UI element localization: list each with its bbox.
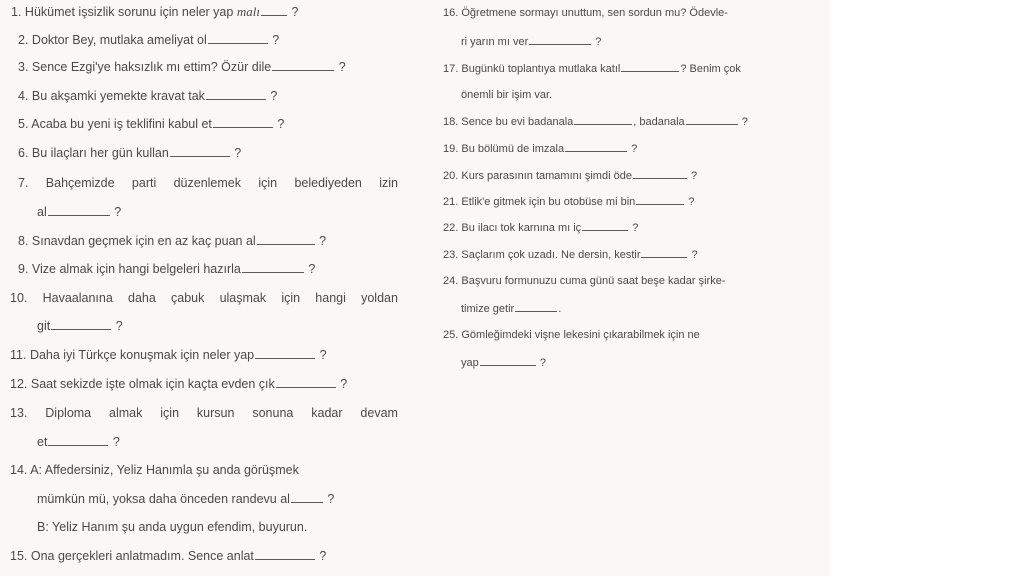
question-7: 7. Bahçemizde parti düzenlemek için belediyeden izin: [18, 176, 398, 190]
answer-blank[interactable]: [636, 193, 684, 205]
question-10: 10. Havaalanına daha çabuk ulaşmak için hangi yoldan: [10, 291, 398, 305]
question-20: 20. Kurs parasının tamamını şimdi öde ?: [443, 167, 697, 184]
answer-blank[interactable]: [206, 88, 266, 100]
question-23: 23. Saçlarım çok uzadı. Ne dersin, kestir ?: [443, 246, 698, 263]
question-25-continued: yap ?: [461, 354, 546, 371]
answer-blank[interactable]: [621, 60, 679, 72]
answer-blank[interactable]: [276, 376, 336, 388]
answer-blank[interactable]: [529, 33, 591, 45]
answer-blank[interactable]: [257, 233, 315, 245]
question-17-continued: önemli bir işim var.: [461, 89, 553, 101]
answer-blank[interactable]: [574, 113, 632, 125]
question-14-line-2: mümkün mü, yoksa daha önceden randevu al ?: [37, 492, 335, 506]
question-21: 21. Etlik'e gitmek için bu otobüse mi bin ?: [443, 193, 694, 210]
answer-blank[interactable]: [255, 347, 315, 359]
answer-blank[interactable]: [170, 145, 230, 157]
question-12: 12. Saat sekizde işte olmak için kaçta evden çık ?: [10, 377, 348, 391]
question-3: 3. Sence Ezgi'ye haksızlık mı ettim? Özür dile ?: [18, 60, 346, 74]
answer-blank[interactable]: [261, 4, 287, 16]
question-4: 4. Bu akşamki yemekte kravat tak ?: [18, 89, 278, 103]
handwritten-answer: malı: [236, 4, 260, 19]
question-16: 16. Öğretmene sormayı unuttum, sen sordun mu? Ödevle-: [443, 7, 728, 19]
answer-blank[interactable]: [686, 113, 738, 125]
question-8: 8. Sınavdan geçmek için en az kaç puan al ?: [18, 234, 327, 248]
answer-blank[interactable]: [242, 261, 304, 273]
answer-blank[interactable]: [641, 246, 687, 258]
answer-blank[interactable]: [582, 219, 628, 231]
answer-blank[interactable]: [565, 140, 627, 152]
answer-blank[interactable]: [51, 318, 111, 330]
answer-blank[interactable]: [633, 167, 687, 179]
answer-blank[interactable]: [291, 491, 323, 503]
answer-blank[interactable]: [208, 32, 268, 44]
question-5: 5. Acaba bu yeni iş teklifini kabul et ?: [18, 117, 285, 131]
question-22: 22. Bu ilacı tok karnına mı iç ?: [443, 219, 638, 236]
question-24-continued: timize getir .: [461, 300, 561, 317]
question-19: 19. Bu bölümü de imzala ?: [443, 140, 637, 157]
question-6: 6. Bu ilaçları her gün kullan ?: [18, 146, 242, 160]
question-25: 25. Gömleğimdeki vişne lekesini çıkarabilmek için ne: [443, 329, 700, 341]
question-16-continued: ri yarın mı ver ?: [461, 33, 601, 50]
answer-blank[interactable]: [213, 116, 273, 128]
question-24: 24. Başvuru formunuzu cuma günü saat beşe kadar şirke-: [443, 275, 726, 287]
answer-blank[interactable]: [272, 59, 334, 71]
answer-blank[interactable]: [48, 434, 108, 446]
answer-blank[interactable]: [480, 354, 536, 366]
question-13: 13. Diploma almak için kursun sonuna kadar devam: [10, 406, 398, 420]
answer-blank[interactable]: [255, 548, 315, 560]
answer-blank[interactable]: [515, 300, 557, 312]
question-15: 15. Ona gerçekleri anlatmadım. Sence anlat ?: [10, 549, 327, 563]
question-13-continued: et ?: [37, 435, 120, 449]
question-7-continued: al ?: [37, 205, 122, 219]
question-9: 9. Vize almak için hangi belgeleri hazırla ?: [18, 262, 316, 276]
question-10-continued: git ?: [37, 319, 123, 333]
answer-blank[interactable]: [48, 204, 110, 216]
question-14: 14. A: Affedersiniz, Yeliz Hanımla şu anda görüşmek: [10, 463, 299, 477]
question-14-line-3: B: Yeliz Hanım şu anda uygun efendim, buyurun.: [37, 520, 308, 534]
question-2: 2. Doktor Bey, mutlaka ameliyat ol ?: [18, 33, 280, 47]
question-18: 18. Sence bu evi badanala , badanala ?: [443, 113, 748, 130]
question-1: 1. Hükümet işsizlik sorunu için neler yap malı ?: [11, 4, 299, 19]
question-11: 11. Daha iyi Türkçe konuşmak için neler yap ?: [10, 348, 327, 362]
question-17: 17. Bugünkü toplantıya mutlaka katıl ? Benim çok: [443, 60, 741, 77]
